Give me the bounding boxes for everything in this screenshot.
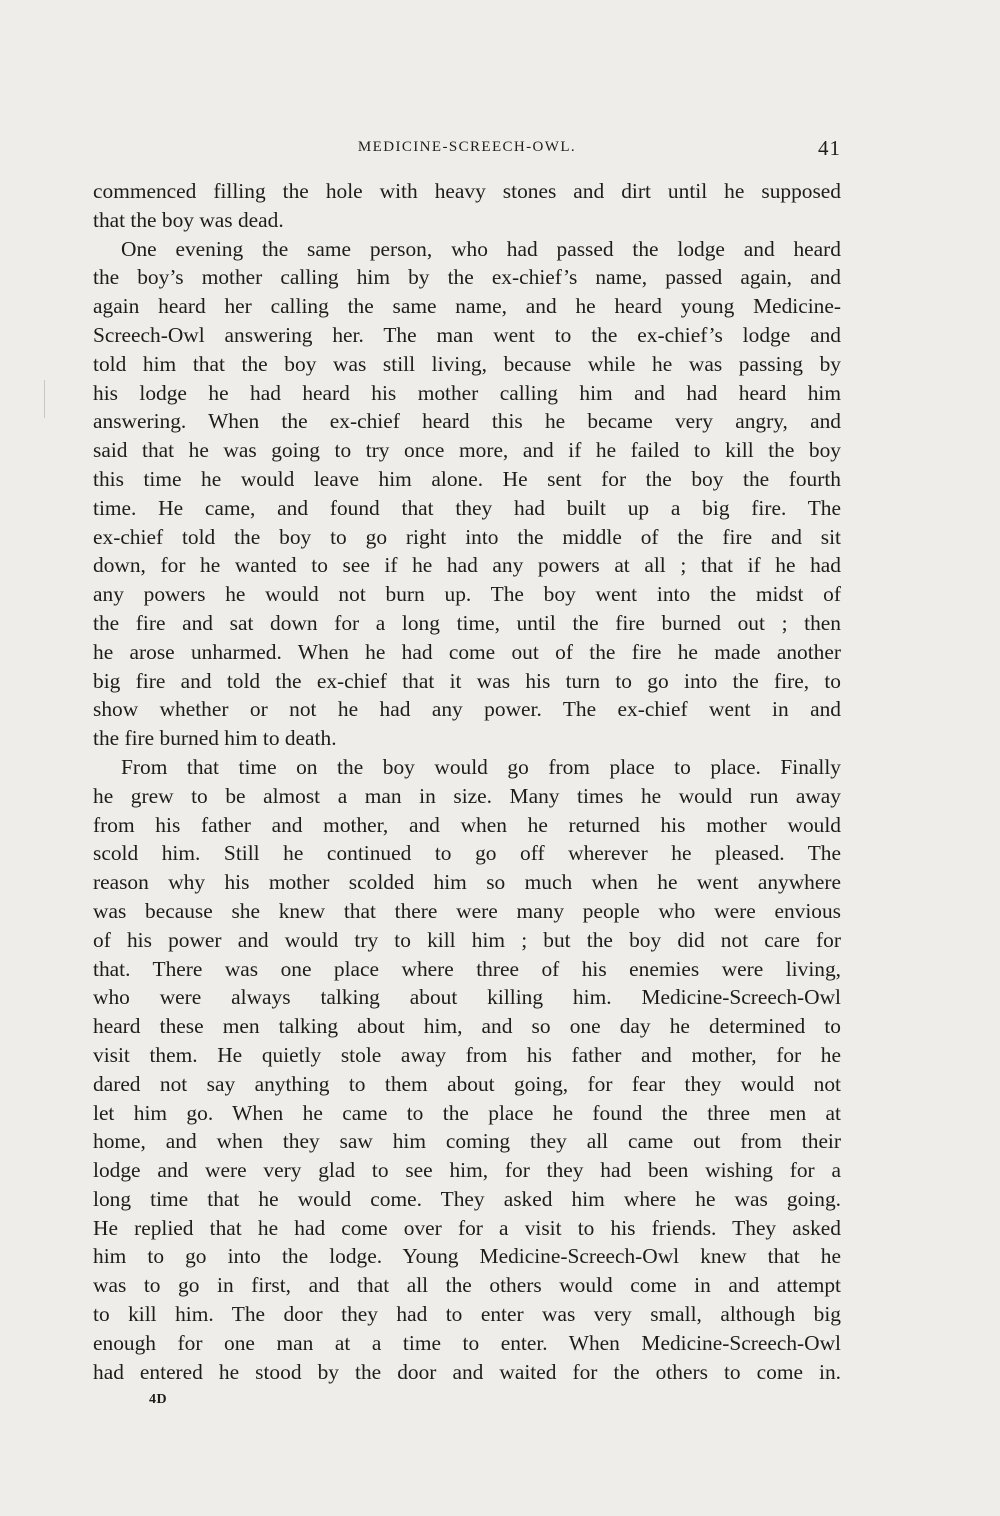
page-number: 41 <box>818 136 841 160</box>
text-line: reason why his mother scolded him so much when he went anywhere <box>93 870 841 895</box>
signature-mark: 4D <box>149 1392 168 1407</box>
text-line: One evening the same person, who had passed the lodge and heard <box>121 236 841 261</box>
text-line: him to go into the lodge. Young Medicine-Screech-Owl knew that he <box>93 1244 841 1269</box>
text-line: dared not say anything to them about going, for fear they would not <box>93 1071 841 1096</box>
text-line: that the boy was dead. <box>93 207 284 232</box>
text-line: lodge and were very glad to see him, for they had been wishing for a <box>93 1158 841 1183</box>
text-line: He replied that he had come over for a visit to his friends. They asked <box>93 1215 841 1240</box>
text-line: big fire and told the ex-chief that it was his turn to go into the fire, to <box>93 668 841 693</box>
text-line: commenced filling the hole with heavy stones and dirt until he supposed <box>93 179 841 203</box>
body-text <box>93 177 841 1386</box>
text-line: long time that he would come. They asked him where he was going. <box>93 1186 841 1211</box>
text-line: visit them. He quietly stole away from his father and mother, for he <box>93 1042 841 1067</box>
text-line: enough for one man at a time to enter. When Medicine-Screech-Owl <box>93 1330 841 1355</box>
running-head <box>93 136 841 160</box>
text-line: again heard her calling the same name, and he heard young Medicine- <box>93 294 841 319</box>
text-line: the fire burned him to death. <box>93 726 337 751</box>
text-line: let him go. When he came to the place he found the three men at <box>93 1100 841 1125</box>
text-line: said that he was going to try once more, and if he failed to kill the boy <box>93 438 841 463</box>
running-title: MEDICINE-SCREECH-OWL. <box>357 139 577 155</box>
text-line: that. There was one place where three of his enemies were living, <box>93 956 841 981</box>
text-line: time. He came, and found that they had built up a big fire. The <box>93 495 841 520</box>
text-line: he arose unharmed. When he had come out of the fire he made another <box>93 639 841 664</box>
text-line: to kill him. The door they had to enter was very small, although big <box>93 1302 841 1327</box>
text-line: was because she knew that there were many people who were envious <box>93 898 841 923</box>
text-line: answering. When the ex-chief heard this he became very angry, and <box>93 409 841 434</box>
text-line: any powers he would not burn up. The boy went into the midst of <box>93 582 841 607</box>
text-line: heard these men talking about him, and so one day he determined to <box>93 1014 841 1039</box>
text-line: ex-chief told the boy to go right into the middle of the fire and sit <box>93 524 841 549</box>
text-line: was to go in first, and that all the others would come in and attempt <box>93 1273 841 1298</box>
text-line: his lodge he had heard his mother calling him and had heard him <box>93 380 841 405</box>
text-line: of his power and would try to kill him ; but the boy did not care for <box>93 927 841 952</box>
text-line: show whether or not he had any power. The ex-chief went in and <box>93 697 841 722</box>
text-line: From that time on the boy would go from place to place. Finally <box>121 754 841 779</box>
text-line: down, for he wanted to see if he had any powers at all ; that if he had <box>93 553 841 578</box>
text-line: he grew to be almost a man in size. Many times he would run away <box>93 783 841 808</box>
text-line: this time he would leave him alone. He sent for the boy the fourth <box>93 466 841 491</box>
text-line: from his father and mother, and when he returned his mother would <box>93 812 841 837</box>
text-line: who were always talking about killing him. Medicine-Screech-Owl <box>93 985 841 1010</box>
text-line: Screech-Owl answering her. The man went to the ex-chief’s lodge and <box>93 322 841 347</box>
text-line: had entered he stood by the door and waited for the others to come in. <box>93 1359 841 1384</box>
margin-mark <box>44 380 45 418</box>
text-line: told him that the boy was still living, because while he was passing by <box>93 351 841 376</box>
text-line: the boy’s mother calling him by the ex-chief’s name, passed again, and <box>93 265 841 290</box>
text-line: the fire and sat down for a long time, until the fire burned out ; then <box>93 610 841 635</box>
text-line: scold him. Still he continued to go off wherever he pleased. The <box>93 841 841 866</box>
text-line: home, and when they saw him coming they all came out from their <box>93 1129 841 1154</box>
